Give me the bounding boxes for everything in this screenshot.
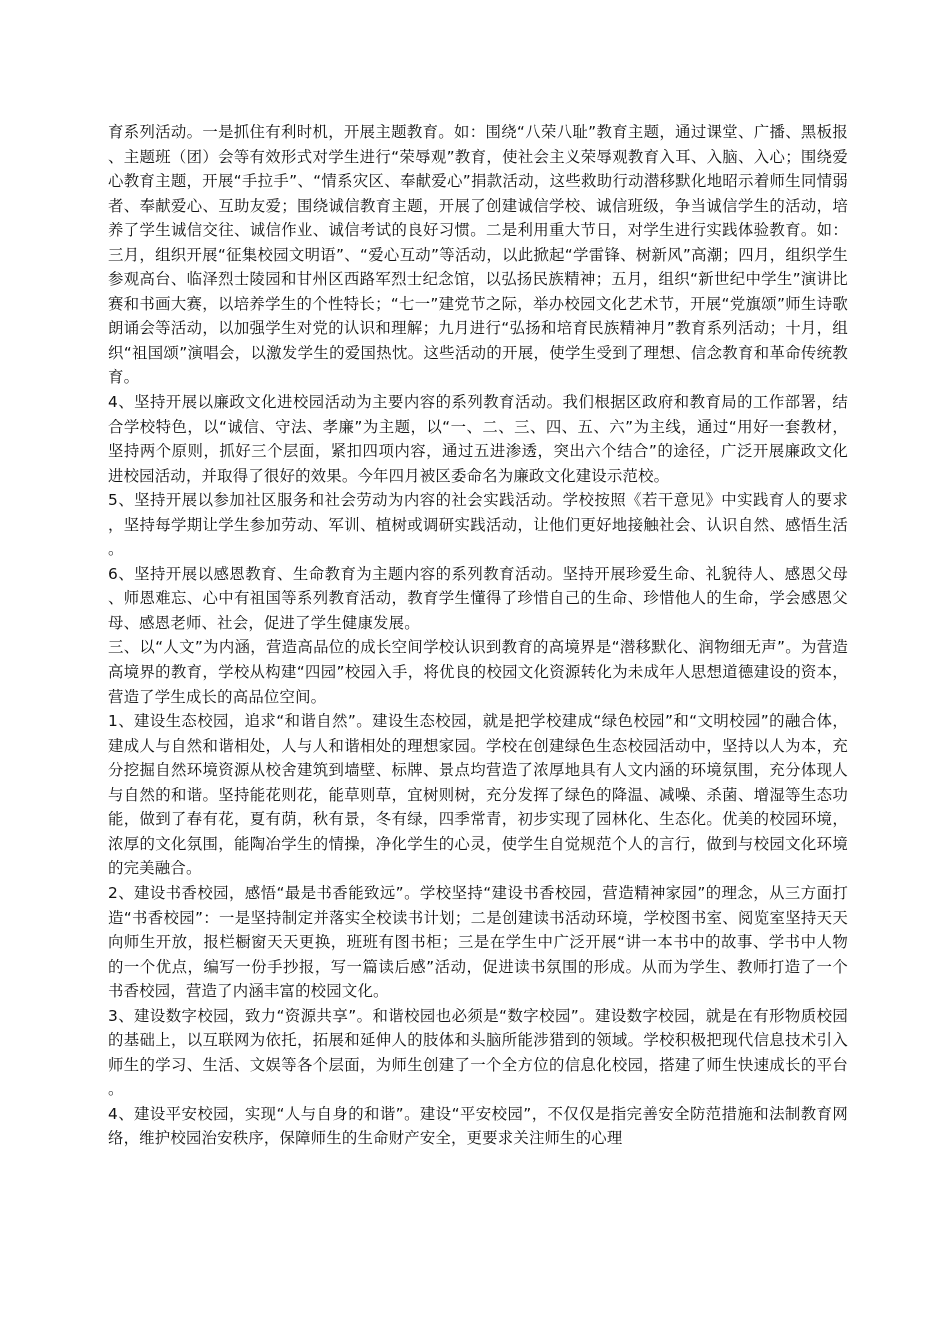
paragraph-3: 5、坚持开展以参加社区服务和社会劳动为内容的社会实践活动。学校按照《若干意见》中实践育人的要求，坚持每学期让学生参加劳动、军训、植树或调研实践活动，让他们更好地接触社会、认识自然、感悟生活。 [108, 491, 848, 559]
paragraph-2: 4、坚持开展以廉政文化进校园活动为主要内容的系列教育活动。我们根据区政府和教育局的工作部署，结合学校特色，以“诚信、守法、孝廉”为主题，以“一、二、三、四、五、六”为主线，通过“用好一套教材，坚持两个原则，抓好三个层面，紧扣四项内容，通过五进渗透，突出六个结合”的途径，广泛开展廉政文化进校园活动，并取得了很好的效果。今年四月被区委命名为廉政文化建设示范校。 [108, 393, 848, 485]
paragraph-7: 2、建设书香校园，感悟“最是书香能致远”。学校坚持“建设书香校园，营造精神家园”的理念，从三方面打造“书香校园”：一是坚持制定并落实全校读书计划；二是创建读书活动环境，学校图书室、阅览室坚持天天向师生开放，报栏橱窗天天更换，班班有图书柜；三是在学生中广泛开展“讲一本书中的故事、学书中人物的一个优点，编写一份手抄报，写一篇读后感”活动，促进读书氛围的形成。从而为学生、教师打造了一个书香校园，营造了内涵丰富的校园文化。 [108, 883, 848, 1001]
paragraph-9: 4、建设平安校园，实现“人与自身的和谐”。建设“平安校园”，不仅仅是指完善安全防范措施和法制教育网络，维护校园治安秩序，保障师生的生命财产安全，更要求关注师生的心理 [108, 1104, 848, 1148]
paragraph-1: 育系列活动。一是抓住有利时机，开展主题教育。如：围绕“八荣八耻”教育主题，通过课堂、广播、黑板报、主题班（团）会等有效形式对学生进行“荣辱观”教育，使社会主义荣辱观教育入耳、入脑、入心；围绕爱心教育主题，开展“手拉手”、“情系灾区、奉献爱心”捐款活动，这些救助行动潜移默化地昭示着师生同情弱者、奉献爱心、互助友爱；围绕诚信教育主题，开展了创建诚信学校、诚信班级，争当诚信学生的活动，培养了学生诚信交往、诚信作业、诚信考试的良好习惯。二是利用重大节日，对学生进行实践体验教育。如：三月，组织开展“征集校园文明语”、“爱心互动”等活动，以此掀起“学雷锋、树新风”高潮；四月，组织学生参观高台、临泽烈士陵园和甘州区西路军烈士纪念馆，以弘扬民族精神；五月，组织“新世纪中学生”演讲比赛和书画大赛，以培养学生的个性特长；“七一”建党节之际，举办校园文化艺术节，开展“党旗颂”师生诗歌朗诵会等活动，以加强学生对党的认识和理解；九月进行“弘扬和培育民族精神月”教育系列活动；十月，组织“祖国颂”演唱会，以激发学生的爱国热忱。这些活动的开展，使学生受到了理想、信念教育和革命传统教育。 [108, 123, 848, 387]
paragraph-6: 1、建设生态校园，追求“和谐自然”。建设生态校园，就是把学校建成“绿色校园”和“文明校园”的融合体，建成人与自然和谐相处，人与人和谐相处的理想家园。学校在创建绿色生态校园活动中，坚持以人为本，充分挖掘自然环境资源从校舍建筑到墙壁、标牌、景点均营造了浓厚地具有人文内涵的环境氛围，充分体现人与自然的和谐。坚持能花则花，能草则草，宜树则树，充分发挥了绿色的降温、减噪、杀菌、增湿等生态功能，做到了春有花，夏有荫，秋有景，冬有绿，四季常青，初步实现了园林化、生态化。优美的校园环境，浓厚的文化氛围，能陶冶学生的情操，净化学生的心灵，使学生自觉规范个人的言行，做到与校园文化环境的完美融合。 [108, 712, 848, 878]
document-body [108, 120, 848, 1151]
paragraph-4: 6、坚持开展以感恩教育、生命教育为主题内容的系列教育活动。坚持开展珍爱生命、礼貌待人、感恩父母、师恩难忘、心中有祖国等系列教育活动，教育学生懂得了珍惜自己的生命、珍惜他人的生命，学会感恩父母、感恩老师、社会，促进了学生健康发展。 [108, 564, 848, 632]
paragraph-8: 3、建设数字校园，致力“资源共享”。和谐校园也必须是“数字校园”。建设数字校园，就是在有形物质校园的基础上，以互联网为依托，拓展和延伸人的肢体和头脑所能涉猎到的领域。学校积极把现代信息技术引入师生的学习、生活、文娱等各个层面，为师生创建了一个全方位的信息化校园，搭建了师生快速成长的平台。 [108, 1006, 848, 1099]
paragraph-5: 三、以“人文”为内涵，营造高品位的成长空间学校认识到教育的高境界是“潜移默化、润物细无声”。为营造高境界的教育，学校从构建“四园”校园入手，将优良的校园文化资源转化为未成年人思想道德建设的资本，营造了学生成长的高品位空间。 [108, 638, 848, 706]
